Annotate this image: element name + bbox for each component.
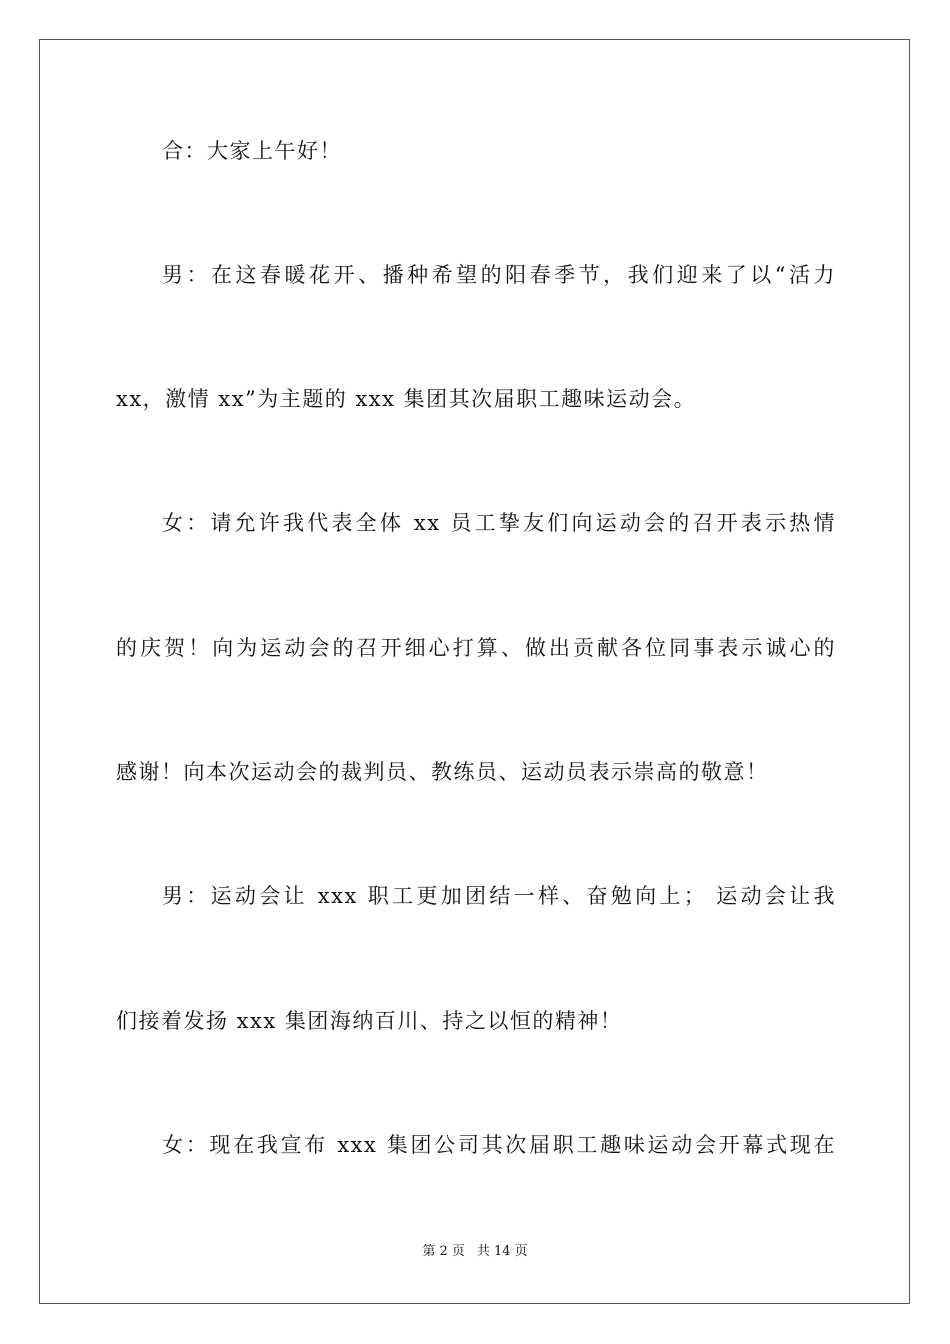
paragraph-line-7: 男：运动会让 xxx 职工更加团结一样、奋勉向上； 运动会让我 [162, 884, 836, 908]
paragraph-line-1: 合：大家上午好！ [162, 139, 342, 163]
paragraph-line-4: 女：请允许我代表全体 xx 员工挚友们向运动会的召开表示热情 [162, 511, 836, 535]
paragraph-line-8: 们接着发扬 xxx 集团海纳百川、持之以恒的精神！ [116, 1009, 623, 1033]
page-border [39, 39, 910, 1304]
page-total: 共 14 页 [476, 1244, 528, 1259]
paragraph-line-2: 男：在这春暖花开、播种希望的阳春季节，我们迎来了以“活力 [162, 263, 836, 287]
paragraph-line-6: 感谢！向本次运动会的裁判员、教练员、运动员表示崇高的敬意！ [116, 760, 769, 784]
page-number: 第 2 页 [422, 1244, 465, 1259]
paragraph-line-5: 的庆贺！向为运动会的召开细心打算、做出贡献各位同事表示诚心的 [116, 636, 836, 660]
page-footer [0, 1243, 950, 1261]
paragraph-line-3: xx，激情 xx”为主题的 xxx 集团其次届职工趣味运动会。 [116, 387, 697, 411]
paragraph-line-9: 女：现在我宣布 xxx 集团公司其次届职工趣味运动会开幕式现在 [162, 1133, 836, 1157]
